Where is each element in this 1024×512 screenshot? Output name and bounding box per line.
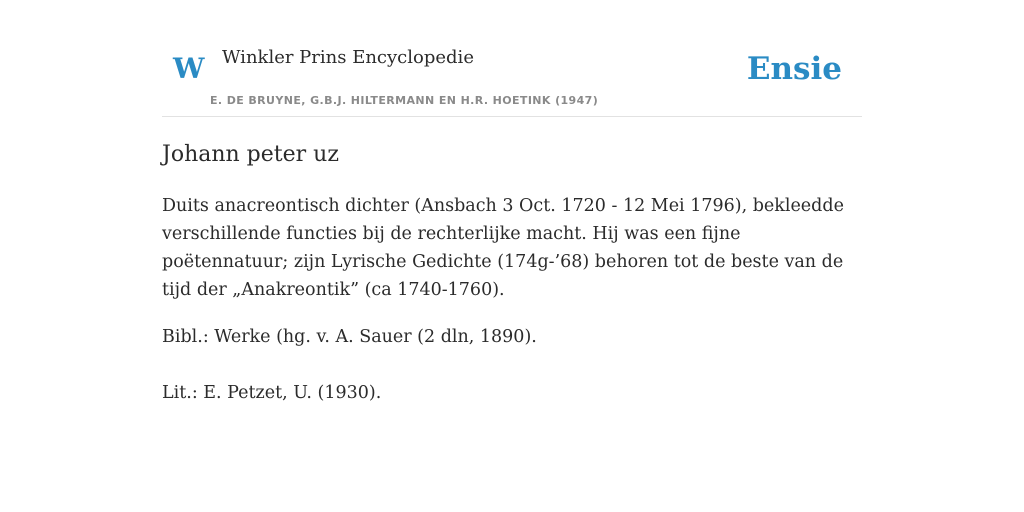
- winkler-prins-logo: W: [173, 52, 205, 85]
- entry-body: Duits anacreontisch dichter (Ansbach 3 Oct. 1720 - 12 Mei 1796), bekleedde verschillende functies bij de rechterlijke macht. Hij was een fijne poëtennatuur; zijn Lyrische Gedichte (174g-’68) behoren tot de beste van de tijd der „Anakreontik” (ca 1740-1760).: [162, 196, 844, 300]
- ensie-logo-link[interactable]: Ensie: [746, 51, 842, 87]
- entry-bibliography: Bibl.: Werke (hg. v. A. Sauer (2 dln, 1890).: [162, 327, 537, 347]
- source-authors: E. DE BRUYNE, G.B.J. HILTERMANN EN H.R. HOETINK (1947): [210, 94, 599, 107]
- entry-literature: Lit.: E. Petzet, U. (1930).: [162, 383, 382, 403]
- source-title[interactable]: Winkler Prins Encyclopedie: [222, 47, 474, 68]
- source-header: [162, 40, 862, 117]
- entry-title: Johann peter uz: [162, 142, 339, 167]
